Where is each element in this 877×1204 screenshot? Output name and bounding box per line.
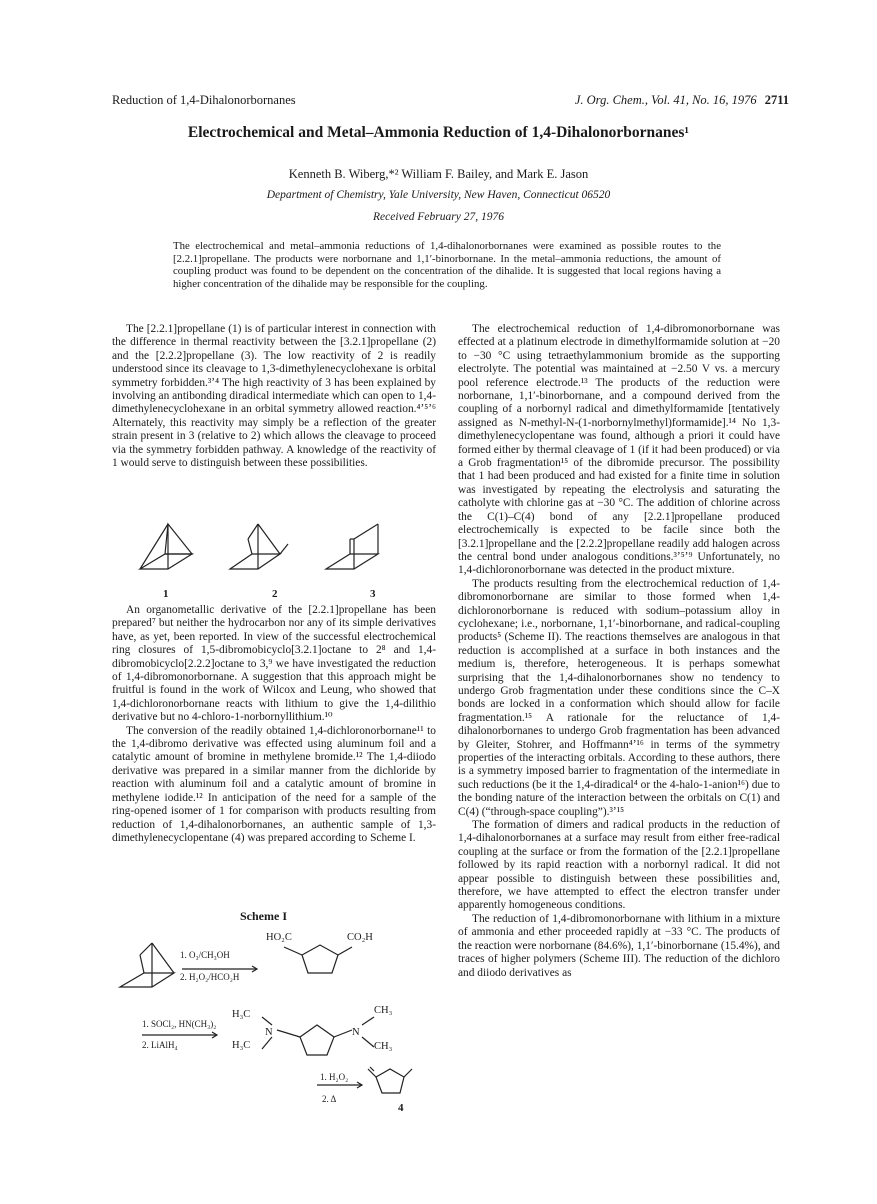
paragraph: The reduction of 1,4-dibromonorbornane with lithium in a mixture of ammonia and ether proceeded rapidly at −33 °C. The products of the reaction were norbornane (84.6%), 1,1′-binorbornane (15.4%), and traces of higher polymers (Scheme III). The reduction of the dichloro and diiodo derivatives as [458,912,780,979]
acid-right: CO₂H [347,932,373,943]
scheme-title: Scheme I [240,909,287,923]
product-label: 4 [398,1102,404,1114]
paragraph: The electrochemical reduction of 1,4-dibromonorbornane was effected at a platinum electrode in dimethylformamide solution at −20 to −30 °C using tetraethylammonium bromide as the supporting electrolyte. The potential was maintained at −2.50 V vs. a mercury pool reference electrode.¹³ The products of the reduction were norbornane, 1,1′-binorbornane, and a compound derived from the coupling of a norbornyl radical and dimethylformamide [tentatively assigned as N-methyl-N-(1-norbornylmethyl)formamide].¹⁴ No 1,3-dimethylenecyclopentane was found, although a priori it could have formed either by thermal cleavage of 1 (if it had been produced) or via a Grob fragmentation¹⁵ of the dibromide precursor. The possibility that 1 had been produced and had existed for a finite time in solution was investigated by repeating the electrolysis and saturating the catholyte with chlorine gas at −30 °C. The addition of chlorine across the C(1)–C(4) bond of any [2.2.1]propellane produced electrochemically is expected to be facile since both the [3.2.1]propellane and the [2.2.2]propellane readily add halogen across the central bond under analogous conditions.³ʼ⁵ʼ⁹ Unfortunately, no 1,4-dichloronorbornane was detected in the product mixture. [458,323,780,577]
scheme-step-2a: 1. SOCl₂, HN(CH₃)₂ [142,1019,217,1029]
structure-1-drawing [140,524,192,569]
amine-h3c-bot: H₃C [232,1040,251,1051]
scheme-step-1a: 1. O₃/CH₃OH [180,950,230,960]
paragraph: The products resulting from the electrochemical reduction of 1,4-dibromonorbornane are similar to those formed when 1,4-dichloronorbornane is reduced with sodium–potassium alloy in cyclohexane; i.e., norbornane, 1,1′-binorbornane, and radical-coupling products⁵ (Scheme II). The reactions themselves are analogous in that reduction is accomplished at a surface in both instances and the medium is, therefore, heterogeneous. It is perhaps somewhat surprising that the 1,4-dihalonorbornanes show no tendency to undergo Grob fragmentation under these conditions since the C–X bonds are locked in a conformation which should allow for facile fragmentation.¹⁵ A rationale for the reluctance of 1,4-dihalonorbornanes to undergo Grob fragmentation has been advanced by Gleiter, Stohrer, and Hoffmann⁴ʼ¹⁶ in terms of the symmetry properties of the interacting orbitals. According to these authors, there is a symmetry imposed barrier to fragmentation of the intermediate in such reductions (be it the 1,4-diradical⁴ or the 4-halo-1-anion¹⁶) due to the bonding nature of the interaction between the orbitals on C(1) and C(4) (“through-space coupling”).³ʼ¹⁵ [458,577,780,818]
structure-label-1: 1 [163,588,169,600]
column-1-top [112,323,436,470]
scheme-step-3a: 1. H₂O₂ [320,1072,349,1082]
column-1-bottom [112,604,436,845]
running-title: Reduction of 1,4-Dihalonorbornanes [112,93,296,107]
scheme-step-3b: 2. Δ [322,1094,337,1104]
journal-citation: J. Org. Chem., Vol. 41, No. 16, 1976 2711 [574,93,789,107]
paragraph: The conversion of the readily obtained 1,4-dichloronorbornane¹¹ to the 1,4-dibromo derivative was effected using aluminum foil and a catalytic amount of bromine in methylene bromide.¹² The 1,4-diiodo derivative was prepared in a similar manner from the dichloride by reaction with aluminum foil and a catalytic amount of bromine in methylene iodide.¹² In anticipation of the need for a sample of the ring-opened isomer of 1 for comparison with products resulting from reduction of 1,4-dihalonorbornanes, an authentic sample of 1,3-dimethylenecyclopentane (4) was prepared according to Scheme I. [112,724,436,844]
amine-ch3-bot: CH₃ [374,1041,393,1052]
paragraph: An organometallic derivative of the [2.2.1]propellane has been prepared⁷ but neither the hydrocarbon nor any of its simple derivatives have, as yet, been reported. In view of the successful electrochemical ring closures of 1,5-dibromobicyclo[3.2.1]octane to 2⁸ and 1,4-dibromobicyclo[2.2.2]octane to 3,⁹ we have investigated the reduction of 1,4-dibromonorbornane. A suggestion that this approach might be fruitful is found in the work of Wilcox and Leung, who showed that 1,4-dichloronorbornane reacts with lithium to give the 1,4-dilithio derivative but no 4-chloro-1-norbornyllithium.¹⁰ [112,604,436,724]
structure-label-2: 2 [272,588,278,600]
received-date: Received February 27, 1976 [373,211,504,223]
structure-2-drawing [230,524,288,569]
amine-n-right: N [352,1027,360,1038]
amine-ch3-top: CH₃ [374,1005,393,1016]
structure-label-3: 3 [370,588,376,600]
scheme-step-1b: 2. H₂O₂/HCO₂H [180,972,240,982]
paragraph: The [2.2.1]propellane (1) is of particular interest in connection with the difference in thermal reactivity between the [3.2.1]propellane (2) and the [2.2.2]propellane (3). The low reactivity of 2 is readily understood since its cleavage to 1,3-dimethylenecyclohexane is orbital symmetry forbidden.³ʼ⁴ The high reactivity of 3 has been explained by involving an antibonding diradical intermediate which can open to 1,4-dimethylenecyclohexane in an orbital symmetry allowed reaction.⁴ʼ⁵ʼ⁶ Alternately, this reactivity may simply be a reflection of the greater strain present in 3 (relative to 2) which allows the cleavage to proceed via the symmetry forbidden pathway. A knowledge of the reactivity of 1 would serve to distinguish between these possibilities. [112,323,436,470]
amine-h3c-top: H₃C [232,1009,251,1020]
column-2 [458,323,780,980]
abstract: The electrochemical and metal–ammonia reductions of 1,4-dihalonorbornanes were examined as possible routes to the [2.2.1]propellane. The products were norbornane and 1,1′-binorbornane. In the metal–ammonia reductions, the amount of coupling product was found to be dependent on the concentration of the dihalide. It is suggested that local regions having a higher concentration of the dihalide may be responsible for the coupling. [173,240,721,290]
structure-3-drawing [326,524,378,569]
acid-left: HO₂C [266,932,292,943]
page-number: 2711 [764,93,789,107]
authors: Kenneth B. Wiberg,*² William F. Bailey, and Mark E. Jason [288,167,589,181]
affiliation: Department of Chemistry, Yale University, New Haven, Connecticut 06520 [266,189,611,201]
article-title: Electrochemical and Metal–Ammonia Reduction of 1,4-Dihalonorbornanes¹ [187,124,690,141]
amine-n-left: N [265,1027,273,1038]
propellane-structures [130,514,430,594]
scheme-step-2b: 2. LiAlH₄ [142,1040,178,1050]
paragraph: The formation of dimers and radical products in the reduction of 1,4-dihalonorbornanes at a surface may result from either free-radical coupling at the surface or from the formation of the [2.2.1]propellane followed by its rapid reaction with a norbornyl radical. It did not appear possible to distinguish between these possibilities and, therefore, we have attempted to effect the electron transfer under apparently homogeneous conditions. [458,819,780,912]
